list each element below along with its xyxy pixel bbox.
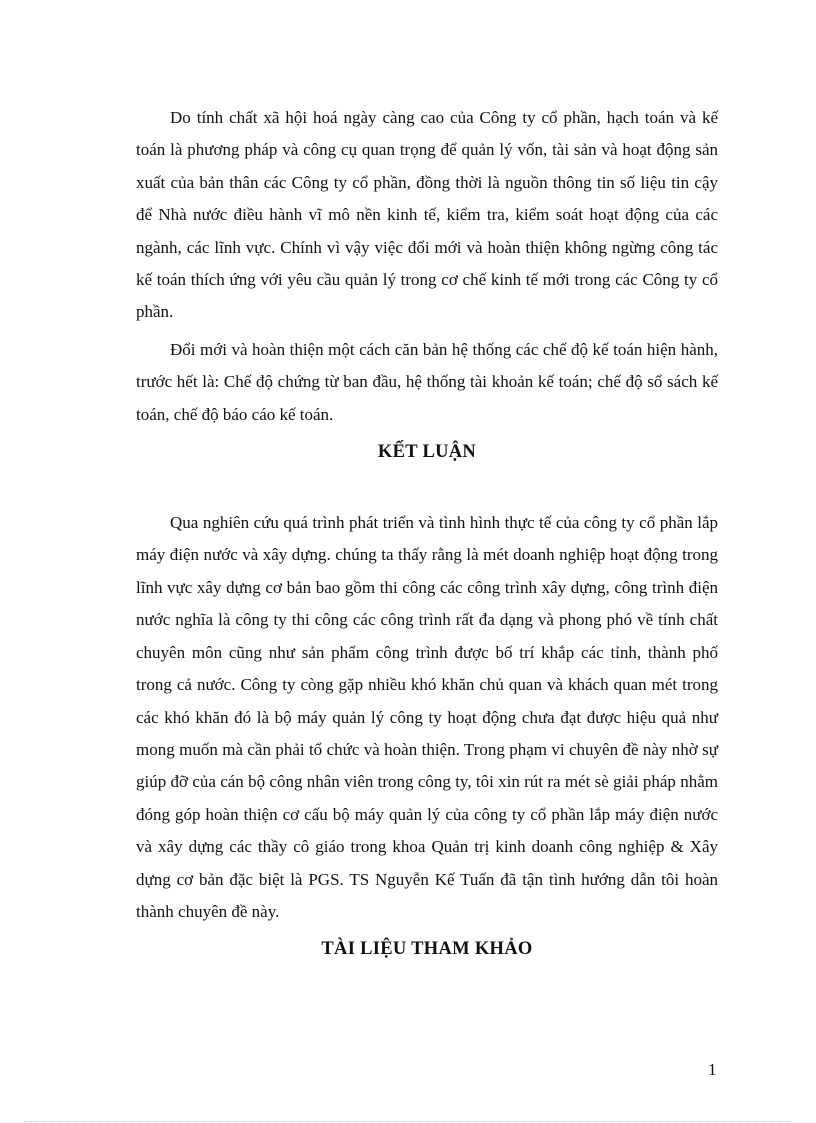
page-number: 1 <box>708 1060 717 1079</box>
body-paragraph-1: Do tính chất xã hội hoá ngày càng cao của Công ty cổ phần, hạch toán và kế toán là phương pháp và công cụ quan trọng để quản lý vốn, tài sản và hoạt động sản xuất của bản thân các Công ty cổ phần, đồng thời là nguồn thông tin số liệu tin cậy để Nhà nước điều hành vĩ mô nền kinh tế, kiểm tra, kiểm soát hoạt động của các ngành, các lĩnh vực. Chính vì vậy việc đổi mới và hoàn thiện không ngừng công tác kế toán thích ứng với yêu cầu quản lý trong cơ chế kinh tế mới trong các Công ty cổ phần. <box>136 108 718 322</box>
conclusion-heading: KẾT LUẬN <box>377 442 477 463</box>
page-bottom-edge <box>24 1121 792 1122</box>
document-body <box>136 102 718 966</box>
references-heading: TÀI LIỆU THAM KHẢO <box>321 939 533 960</box>
body-paragraph-2: Đổi mới và hoàn thiện một cách căn bản hệ thống các chế độ kế toán hiện hành, trước hết là: Chế độ chứng từ ban đầu, hệ thống tài khoản kế toán; chế độ sổ sách kế toán, chế độ báo cáo kế toán. <box>136 339 718 424</box>
conclusion-paragraph: Qua nghiên cứu quá trình phát triển và tình hình thực tế của công ty cổ phần lắp máy điện nước và xây dựng. chúng ta thấy rằng là mét doanh nghiệp hoạt động trong lĩnh vực xây dựng cơ bản bao gồm thi công các công trình xây dựng, công trình điện nước nghĩa là công ty thi công các công trình rất đa dạng và phong phó về tính chất chuyên môn cũng như sản phẩm công trình được bố trí khắp các tỉnh, thành phố trong cả nước. Công ty còng gặp nhiều khó khăn chủ quan và khách quan mét trong các khó khăn đó là bộ máy quản lý công ty hoạt động chưa đạt được hiệu quả như mong muốn mà cần phải tổ chức và hoàn thiện. Trong phạm vi chuyên đề này nhờ sự giúp đỡ của cán bộ công nhân viên trong công ty, tôi xin rút ra mét sè giải pháp nhằm đóng góp hoàn thiện cơ cấu bộ máy quản lý của công ty cổ phần lắp máy điện nước và xây dựng các thầy cô giáo trong khoa Quản trị kinh doanh công nghiệp & Xây dựng cơ bản đặc biệt là PGS. TS Nguyễn Kế Tuấn đã tận tình hướng dẫn tôi hoàn thành chuyên đề này. <box>136 513 718 921</box>
